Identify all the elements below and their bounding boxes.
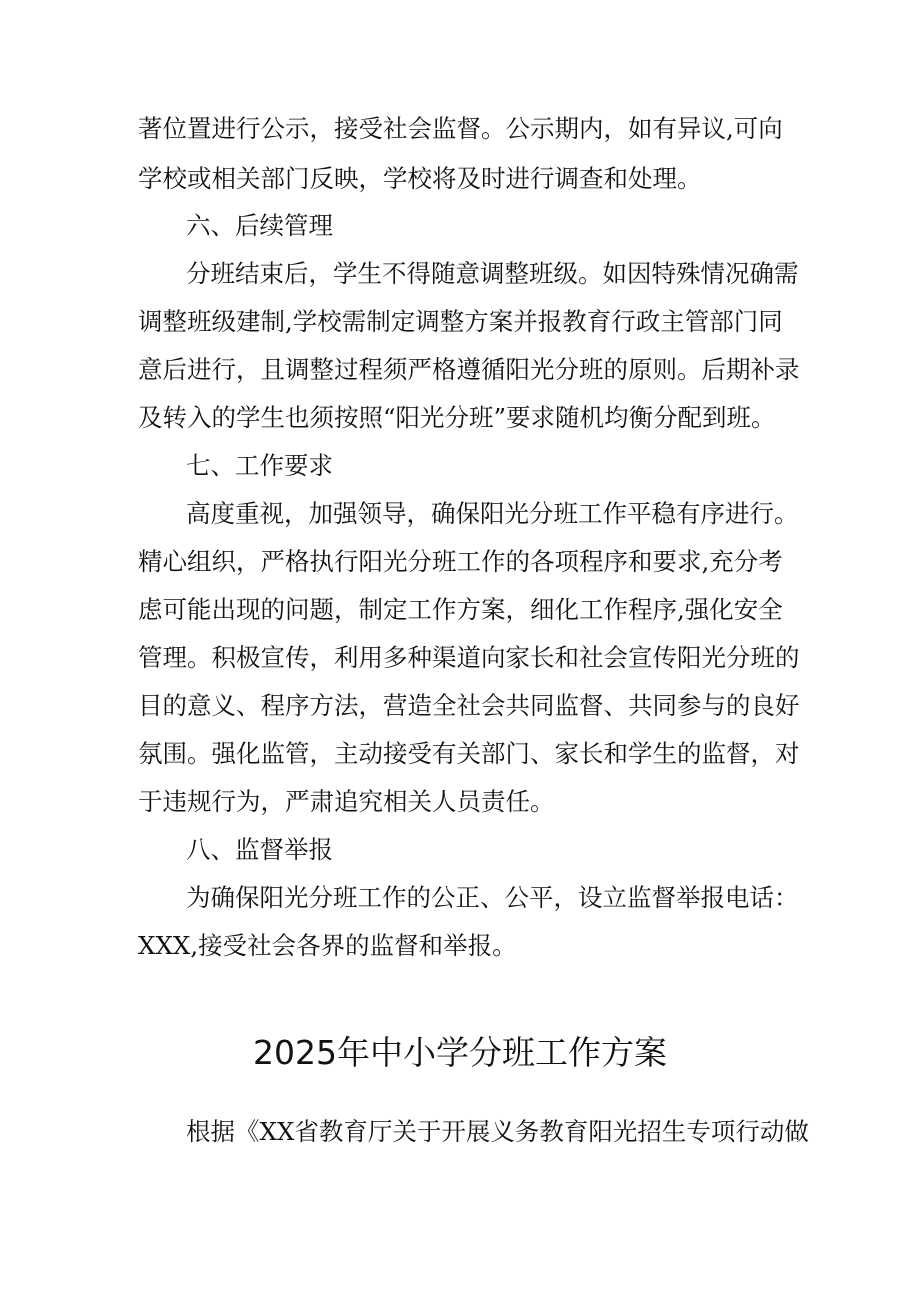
body-line: 高度重视，加强领导，确保阳光分班工作平稳有序进行。 [186, 499, 799, 528]
body-line: 调整班级建制,学校需制定调整方案并报教育行政主管部门同 [138, 307, 783, 336]
body-line: 学校或相关部门反映，学校将及时进行调查和处理。 [138, 164, 702, 193]
body-line: 分班结束后，学生不得随意调整班级。如因特殊情况确需 [186, 259, 799, 288]
body-line: 及转入的学生也须按照“阳光分班”要求随机均衡分配到班。 [138, 403, 776, 432]
body-line: XXX,接受社会各界的监督和举报。 [138, 931, 517, 960]
section-heading: 六、后续管理 [186, 211, 333, 240]
section-heading: 八、监督举报 [186, 835, 333, 864]
body-line: 管理。积极宣传，利用多种渠道向家长和社会宣传阳光分班的 [138, 643, 800, 672]
body-line: 著位置进行公示，接受社会监督。公示期内，如有异议,可向 [138, 114, 783, 143]
body-line: 于违规行为，严肃追究相关人员责任。 [138, 787, 555, 816]
body-line: 氛围。强化监管，主动接受有关部门、家长和学生的监督，对 [138, 739, 800, 768]
body-line: 意后进行，且调整过程须严格遵循阳光分班的原则。后期补录 [138, 355, 800, 384]
body-line: 根据《XX省教育厅关于开展义务教育阳光招生专项行动做 [186, 1117, 809, 1146]
body-line: 为确保阳光分班工作的公正、公平，设立监督举报电话： [186, 883, 799, 912]
body-line: 目的意义、程序方法，营造全社会共同监督、共同参与的良好 [138, 691, 800, 720]
body-line: 虑可能出现的问题，制定工作方案，细化工作程序,强化安全 [138, 595, 783, 624]
body-line: 精心组织，严格执行阳光分班工作的各项程序和要求,充分考 [138, 547, 783, 576]
document-title: 2025年中小学分班工作方案 [253, 1033, 667, 1072]
section-heading: 七、工作要求 [186, 451, 333, 480]
